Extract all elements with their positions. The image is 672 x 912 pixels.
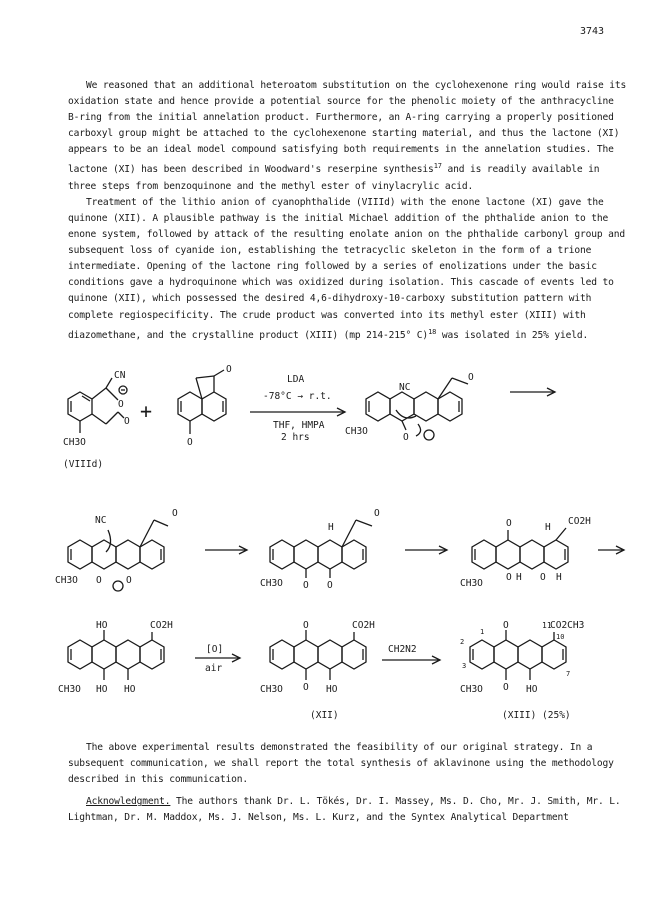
xiii-methoxy: CH3O (460, 684, 483, 695)
paragraph-1-end: and is readily available in three steps from benzoquinone and the methyl ester of vinylacrylic acid. (68, 164, 600, 192)
enol-co2h: CO2H (568, 516, 591, 527)
adduct-nc-label: NC (399, 382, 411, 393)
adduct-o-label-2: O (403, 432, 409, 443)
lactone-o-label: O (226, 364, 232, 375)
plus-sign: + (140, 399, 153, 423)
reference-17: 17 (433, 162, 442, 171)
compound-michael-adduct (366, 378, 468, 436)
oxidant-air: air (205, 663, 223, 674)
label-xii: (XII) (310, 710, 339, 721)
trione-o: O (374, 508, 380, 519)
methoxy-label: CH3O (63, 437, 86, 448)
ring-o-label: O (118, 399, 124, 410)
hq-methoxy: CH3O (58, 684, 81, 695)
xii-co2h: CO2H (352, 620, 375, 631)
xiii-co2ch3: CO2CH3 (550, 620, 585, 631)
body-text-bottom (68, 740, 628, 826)
hq-ho: HO (96, 620, 108, 631)
adduct-o-label: O (468, 372, 474, 383)
compound-xii (270, 630, 366, 680)
xiii-num-11: 11 (542, 621, 552, 630)
reagent-lda: LDA (287, 374, 305, 385)
reagent-solvent: THF, HMPA (273, 420, 325, 431)
xiii-num-7: 7 (566, 670, 571, 678)
int1-o-2: O (126, 575, 132, 586)
int1-o-3: O (96, 575, 102, 586)
compound-enol-intermediate (472, 528, 568, 569)
cn-label: CN (114, 370, 126, 381)
compound-xiii (470, 630, 566, 680)
reagent-time: 2 hrs (281, 432, 310, 443)
adduct-methoxy: CH3O (345, 426, 368, 437)
trione-methoxy: CH3O (260, 578, 283, 589)
acknowledgment (68, 794, 628, 826)
xiii-num-1: 1 (480, 628, 485, 636)
page-number: 3743 (580, 26, 605, 37)
carbonyl-o-label: O (124, 416, 130, 427)
hq-ho-3: HO (124, 684, 136, 695)
xii-o-2: O (303, 682, 309, 693)
acknowledgment-text: The authors thank Dr. L. Tökés, Dr. I. Massey, Ms. D. Cho, Mr. J. Smith, Mr. L. Lightman, Dr. M. Maddox, Ms. J. Nelson, Ms. L. Kurz, and the Syntex Analytical Department (68, 796, 621, 824)
xiii-o-2: O (503, 682, 509, 693)
xii-o: O (303, 620, 309, 631)
compound-trione (270, 520, 372, 578)
enol-h: H (545, 522, 551, 533)
compound-hydroquinone (68, 630, 164, 680)
paragraph-1-text: We reasoned that an additional heteroatom substitution on the cyclohexenone ring would raise its oxidation state and hence provide a potential source for the phenolic moiety of the anthracycline B-ring from the initial annelation product. Furthermore, an A-ring carrying a properly positioned carboxyl group might be attached to the cyclohexenone starting material, and thus the lactone (XI) appears to be an ideal model compound satisfying both requirements in the annelation studies. The lactone (XI) has been described in Woodward's reserpine synthesis (68, 80, 627, 176)
paragraph-3: The above experimental results demonstrated the feasibility of our original strategy. In a subsequent communication, we shall report the total synthesis of aklavinone using the methodology described in this communication. (68, 742, 614, 786)
hq-ho-2: HO (96, 684, 108, 695)
adduct-anion-charge (424, 430, 434, 440)
paragraph-2-end: was isolated in 25% yield. (436, 329, 589, 341)
enone-o-label: O (187, 437, 193, 448)
int1-methoxy: CH3O (55, 575, 78, 586)
acknowledgment-title: Acknowledgment. (86, 796, 171, 808)
label-viiid: (VIIId) (63, 459, 104, 470)
enol-h-2: H (516, 572, 522, 583)
xiii-num-3: 3 (462, 662, 467, 670)
trione-o-3: O (327, 580, 333, 591)
compound-xi-lactone (178, 370, 226, 434)
xiii-o: O (503, 620, 509, 631)
trione-o-2: O (303, 580, 309, 591)
paragraph-2-text: Treatment of the lithio anion of cyanophthalide (VIIId) with the enone lactone (XI) gave the quinone (XII). A plausible pathway is the initial Michael addition of the phthalide anion to the enone system, followed by attack of the resulting enolate anion on the phthalide carbonyl group and subsequent loss of cyanide ion, establishing the tetracyclic skeleton in the form of a trione intermediate. Opening of the lactone ring followed by a series of enolizations under the basic conditions gave a hydroquinone which was oxidized during isolation. This cascade of events led to quinone (XII), which possessed the desired 4,6-dihydroxy-10-carboxy substitution pattern with complete regiospecificity. The crude product was converted into its methyl ester (XIII) with diazomethane, and the crystalline product (XIII) (mp 214-215° C) (68, 196, 625, 341)
hq-co2h: CO2H (150, 620, 173, 631)
int1-nc: NC (95, 515, 107, 526)
label-xiii: (XIII) (25%) (502, 710, 571, 721)
enol-o: O (506, 518, 512, 529)
xii-ho: HO (326, 684, 338, 695)
int1-o: O (172, 508, 178, 519)
trione-h: H (328, 522, 334, 533)
reference-18: 18 (428, 327, 437, 336)
enol-o-2: O (506, 572, 512, 583)
diazomethane: CH2N2 (388, 644, 417, 655)
compound-intermediate-1 (68, 520, 168, 569)
enol-methoxy: CH3O (460, 578, 483, 589)
reagent-temperature: -78°C → r.t. (263, 391, 332, 402)
xiii-num-2: 2 (460, 638, 465, 646)
enol-h-3: H (556, 572, 562, 583)
enol-o-3: O (540, 572, 546, 583)
xii-methoxy: CH3O (260, 684, 283, 695)
oxidant-o: [O] (206, 644, 224, 655)
xiii-ho: HO (526, 684, 538, 695)
xiii-num-10: 10 (556, 633, 565, 641)
int1-anion-charge (113, 581, 123, 591)
